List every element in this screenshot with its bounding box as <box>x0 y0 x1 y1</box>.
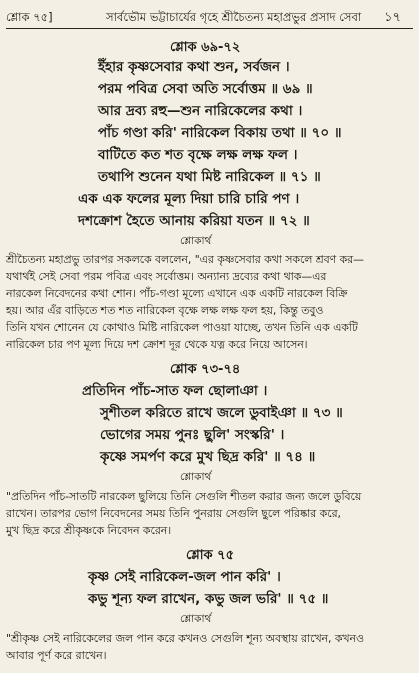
translation-heading: শ্লোকার্থ <box>180 471 212 483</box>
header-divider <box>6 28 413 29</box>
translation-line: রাখেন। তারপর ভোগ নিবেদনের সময় তিনি পুনরায় সেগুলি ছুলে পরিষ্কার করে, <box>6 507 341 520</box>
verse-line: পাঁচ গণ্ডা করি' নারিকেল বিকায় তথা ॥ ৭০ ॥ <box>98 125 342 141</box>
translation-line: নারিকেল চার পণ মূল্য দিয়ে দশ ক্রোশ দূর থেকে যত্ন করে নিয়ে আসেন। <box>6 338 308 351</box>
header-verse-range: শ্লোক ৭৫] <box>6 10 53 24</box>
verse-line: সুশীতল করিতে রাখে জলে ডুবাইঞা ॥ ৭৩ ॥ <box>100 405 343 421</box>
verse-line: দশক্রোশ হৈতে আনায় করিয়া যতন ॥ ৭২ ॥ <box>78 213 310 229</box>
translation-line: মুখ ছিদ্র করে শ্রীকৃষ্ণকে নিবেদন করেন। <box>6 524 172 537</box>
verse-line: কভু শূন্য ফল রাখেন, কভু জল ভরি' ॥ ৭৫ ॥ <box>88 591 329 607</box>
translation-line: "শ্রীকৃষ্ণ সেই নারিকেলের জল পান করে কখনও সেগুলি শূন্য অবস্থায় রাখেন, কখনও <box>6 632 364 645</box>
verse-line: এক এক ফলের মূল্য দিয়া চারি চারি পণ । <box>78 191 300 207</box>
running-header <box>6 6 413 28</box>
verse-heading-75: শ্লোক ৭৫ <box>186 548 235 563</box>
verse-line: পরম পবিত্র সেবা অতি সর্বোত্তম ॥ ৬৯ ॥ <box>98 81 313 97</box>
translation-line: হয়। আর এঁর বাড়িতে শত শত নারিকেল বৃক্ষে লক্ষ লক্ষ ফল হয়, কিন্তু তবুও <box>6 304 324 317</box>
verse-line: কৃষ্ণে সমর্পণ করে মুখ ছিদ্র করি' ॥ ৭৪ ॥ <box>100 449 316 465</box>
verse-line: বাটিতে কত শত বৃক্ষে লক্ষ লক্ষ ফল । <box>98 147 298 163</box>
translation-line: যথার্থই সেই সেবা পরম পবিত্র এবং সর্বোত্তম। অন্যান্য দ্রব্যের কথা থাক—এর <box>6 270 327 283</box>
translation-heading: শ্লোকার্থ <box>180 235 212 247</box>
translation-line: শ্রীচৈতন্য মহাপ্রভু তারপর সকলকে বললেন, "এর কৃষ্ণসেবার কথা সকলে শ্রবণ কর— <box>6 253 364 266</box>
verse-heading-73-74: শ্লোক ৭৩-৭৪ <box>170 362 241 377</box>
translation-line: আবার পূর্ণ করে রাখেন। <box>6 649 107 662</box>
header-chapter-title: সার্বভৌম ভট্টাচার্যের গৃহে শ্রীচৈতন্য মহাপ্রভুর প্রসাদ সেবা <box>106 10 362 24</box>
translation-line: নারকেল নিবেদনের কথা শোন। পাঁচ-গণ্ডা মূল্যে এখানে এক একটি নারকেল বিক্রি <box>6 287 348 300</box>
page-number: ১৭ <box>384 10 401 25</box>
verse-line: প্রতিদিন পাঁচ-সাত ফল ছোলাঞা । <box>82 383 268 399</box>
verse-line: আর দ্রব্য রহু—শুন নারিকেলের কথা । <box>98 103 303 119</box>
translation-heading: শ্লোকার্থ <box>180 613 212 625</box>
verse-heading-69-72: শ্লোক ৬৯-৭২ <box>170 40 241 55</box>
verse-line: ইঁহার কৃষ্ণসেবার কথা শুন, সর্বজন । <box>98 59 290 75</box>
translation-line: তিনি যখন শোনেন যে কোথাও মিষ্টি নারিকেল পাওয়া যাচ্ছে, তখন তিনি এক একটি <box>6 321 358 334</box>
verse-line: ভোগের সময় পুনঃ ছুলি' সংস্করি' । <box>100 427 285 443</box>
translation-line: "প্রতিদিন পাঁচ-সাতটি নারকেল ছুলিয়ে তিনি সেগুলি শীতল করার জন্য জলে ডুবিয়ে <box>6 490 362 503</box>
verse-line: তথাপি শুনেন যথা মিষ্ট নারিকেল ॥ ৭১ ॥ <box>98 169 321 185</box>
verse-line: কৃষ্ণ সেই নারিকেল-জল পান করি' । <box>88 569 281 585</box>
